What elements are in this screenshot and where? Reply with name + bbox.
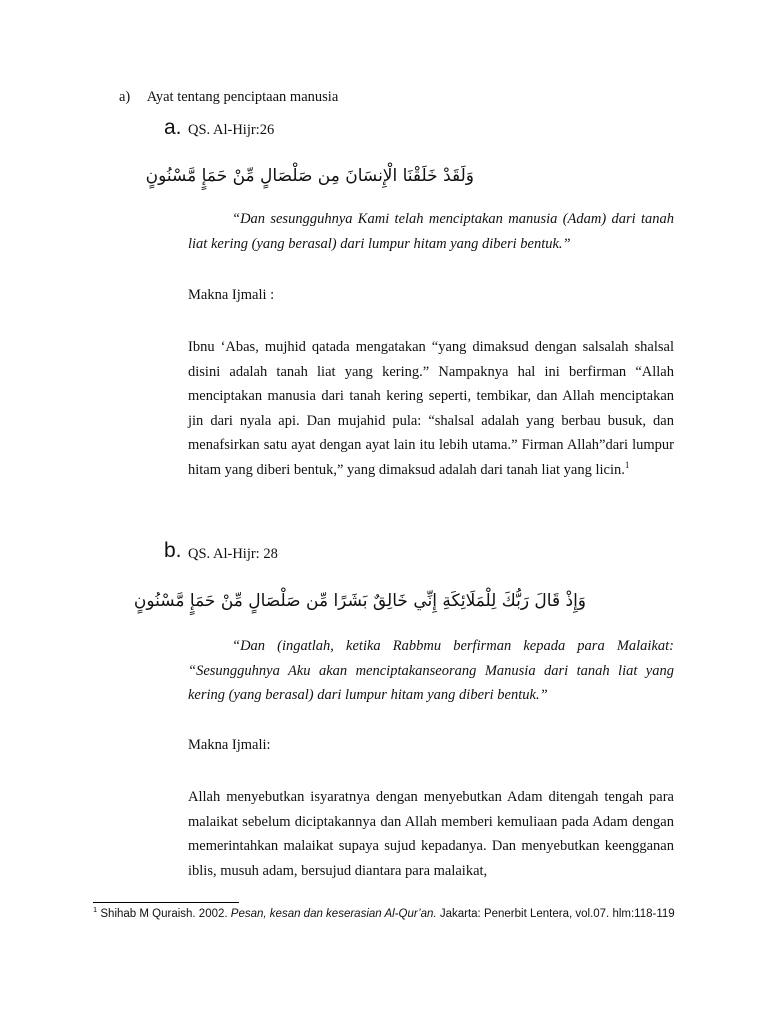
- item-b-makna-label: Makna Ijmali:: [188, 737, 271, 753]
- footnote-publisher: Jakarta: Penerbit Lentera, vol.07. hlm:118-119: [439, 908, 675, 920]
- item-b-arabic-verse: وَإِذْ قَالَ رَبُّكَ لِلْمَلَائِكَةِ إِنِّي خَالِقٌ بَشَرًا مِّن صَلْصَالٍ مِّنْ حَمَإٍ مَّسْنُونٍ: [133, 591, 586, 611]
- item-b-makna-text: Allah menyebutkan isyaratnya dengan menyebutkan Adam ditengah tengah para malaikat sebelum diciptakannya dan Allah memberi kemuliaan pada Adam dengan memerintahkan malaikat supaya sujud kepadanya. Dan menyebutkan keengganan iblis, musuh adam, bersujud diantara para malaikat,: [188, 789, 674, 879]
- footnote-title: Pesan, kesan dan keserasian Al-Qur’an.: [230, 908, 437, 920]
- item-a-makna-label: Makna Ijmali :: [188, 287, 275, 303]
- footnote-mark: 1: [93, 905, 98, 915]
- item-b-letter: b.: [164, 539, 182, 562]
- item-a-letter: a.: [164, 116, 182, 139]
- item-a-translation: “Dan sesungguhnya Kami telah menciptakan manusia (Adam) dari tanah liat kering (yang berasal) dari lumpur hitam yang diberi bentuk.”: [188, 211, 674, 252]
- section-heading: [119, 89, 338, 106]
- item-b-translation: “Dan (ingatlah, ketika Rabbmu berfirman kepada para Malaikat: “Sesungguhnya Aku akan menciptakanseorang Manusia dari tanah liat yang kering (yang berasal) dari lumpur hitam yang diberi bentuk.”: [188, 638, 674, 703]
- item-a-makna-text: [188, 335, 674, 482]
- item-b-reference: QS. Al-Hijr: 28: [188, 546, 278, 562]
- section-title: Ayat tentang penciptaan manusia: [146, 89, 339, 105]
- footnote-divider: [93, 902, 239, 903]
- footnote-reference: 1: [624, 459, 630, 470]
- item-a-makna-body: Ibnu ‘Abas, mujhid qatada mengatakan “yang dimaksud dengan salsalah shalsal disini adalah tanah liat yang kering.” Nampaknya hal ini berfirman “Allah menciptakan manusia dari tanah kering seperti, tembikar, dan Allah menciptakan jin dari nyala api. Dan mujahid pula: “shalsal adalah yang berbau busuk, dan menafsirkan satu ayat dengan ayat lain itu lebih utama.” Firman Allah”dari lumpur hitam yang diberi bentuk,” yang dimaksud adalah dari tanah liat yang licin.: [188, 339, 674, 478]
- section-marker: a): [119, 89, 131, 105]
- footnote-author: Shihab M Quraish. 2002.: [100, 908, 228, 920]
- item-a-arabic-verse: وَلَقَدْ خَلَقْنَا الْإِنسَانَ مِن صَلْصَالٍ مِّنْ حَمَإٍ مَّسْنُونٍ: [145, 166, 474, 186]
- footnote: [93, 906, 683, 922]
- item-a-reference: QS. Al-Hijr:26: [188, 122, 275, 138]
